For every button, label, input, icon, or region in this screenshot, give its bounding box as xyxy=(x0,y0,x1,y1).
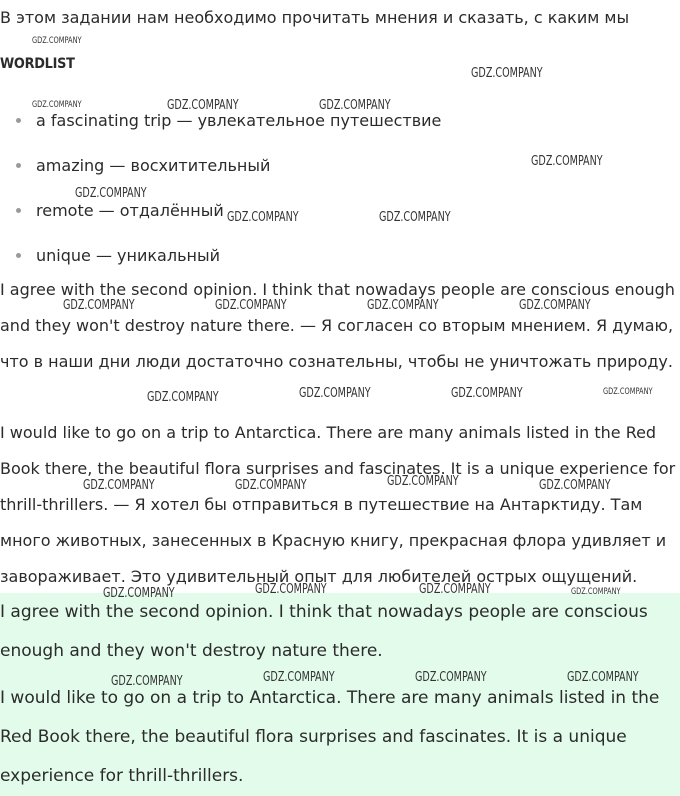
watermark: GDZ.COMPANY xyxy=(471,66,543,81)
watermark: GDZ.COMPANY xyxy=(263,670,335,685)
watermark: GDZ.COMPANY xyxy=(147,390,219,405)
intro-text: В этом задании нам необходимо прочитать мнения и сказать, с каким мы xyxy=(0,8,630,27)
watermark: GDZ.COMPANY xyxy=(367,298,439,313)
watermark: GDZ.COMPANY xyxy=(235,478,307,493)
watermark: GDZ.COMPANY xyxy=(415,670,487,685)
paragraph-opinion: I agree with the second opinion. I think that nowadays people are conscious enough and they won't destroy nature there. — Я согласен со вторым мнением. Я думаю, что в наши дни люди достаточно сознательны, чтобы не уничтожать природу. xyxy=(0,280,675,371)
answer-paragraph-trip: I would like to go on a trip to Antarctica. There are many animals listed in the Red Book there, the beautiful flora surprises and fascinates. It is a unique experience for thrill-thrillers. xyxy=(0,688,660,786)
watermark: GDZ.COMPANY xyxy=(539,478,611,493)
wordlist-item xyxy=(0,188,441,233)
bullet-icon xyxy=(16,118,21,123)
watermark: GDZ.COMPANY xyxy=(419,582,491,597)
wordlist-heading: WORDLIST xyxy=(0,56,75,72)
watermark: GDZ.COMPANY xyxy=(111,674,183,689)
watermark: GDZ.COMPANY xyxy=(227,210,299,225)
bullet-icon xyxy=(16,163,21,168)
watermark: GDZ.COMPANY xyxy=(571,587,621,597)
wordlist-item-text: unique — уникальный xyxy=(36,246,220,265)
answer-block xyxy=(0,593,680,796)
watermark: GDZ.COMPANY xyxy=(32,100,82,110)
watermark: GDZ.COMPANY xyxy=(387,474,459,489)
wordlist-item-text: a fascinating trip — увлекательное путешествие xyxy=(36,111,442,130)
watermark: GDZ.COMPANY xyxy=(63,298,135,313)
watermark: GDZ.COMPANY xyxy=(519,298,591,313)
watermark: GDZ.COMPANY xyxy=(32,36,82,46)
watermark: GDZ.COMPANY xyxy=(451,386,523,401)
bullet-icon xyxy=(16,208,21,213)
watermark: GDZ.COMPANY xyxy=(75,186,147,201)
answer-paragraph-opinion: I agree with the second opinion. I think that nowadays people are conscious enough and they won't destroy nature there. xyxy=(0,602,648,661)
wordlist xyxy=(0,98,441,278)
wordlist-item xyxy=(0,98,441,143)
watermark: GDZ.COMPANY xyxy=(103,586,175,601)
watermark: GDZ.COMPANY xyxy=(215,298,287,313)
watermark: GDZ.COMPANY xyxy=(603,387,653,397)
paragraph-trip: I would like to go on a trip to Antarctica. There are many animals listed in the Red Book there, the beautiful flora surprises and fascinates. It is a unique experience for thrill-thrillers. — Я хотел бы отправиться в путешествие на Антарктиду. Там много животных, занесенных в Красную книгу, прекрасная флора удивляет и завораживает. Это удивительный опыт для любителей острых ощущений. xyxy=(0,423,676,586)
watermark: GDZ.COMPANY xyxy=(255,582,327,597)
wordlist-item-text: amazing — восхитительный xyxy=(36,156,271,175)
watermark: GDZ.COMPANY xyxy=(319,98,391,113)
bullet-icon xyxy=(16,253,21,258)
watermark: GDZ.COMPANY xyxy=(531,154,603,169)
wordlist-item xyxy=(0,143,441,188)
watermark: GDZ.COMPANY xyxy=(567,670,639,685)
watermark: GDZ.COMPANY xyxy=(299,386,371,401)
watermark: GDZ.COMPANY xyxy=(167,98,239,113)
watermark: GDZ.COMPANY xyxy=(379,210,451,225)
wordlist-item-text: remote — отдалённый xyxy=(36,201,224,220)
watermark: GDZ.COMPANY xyxy=(83,478,155,493)
